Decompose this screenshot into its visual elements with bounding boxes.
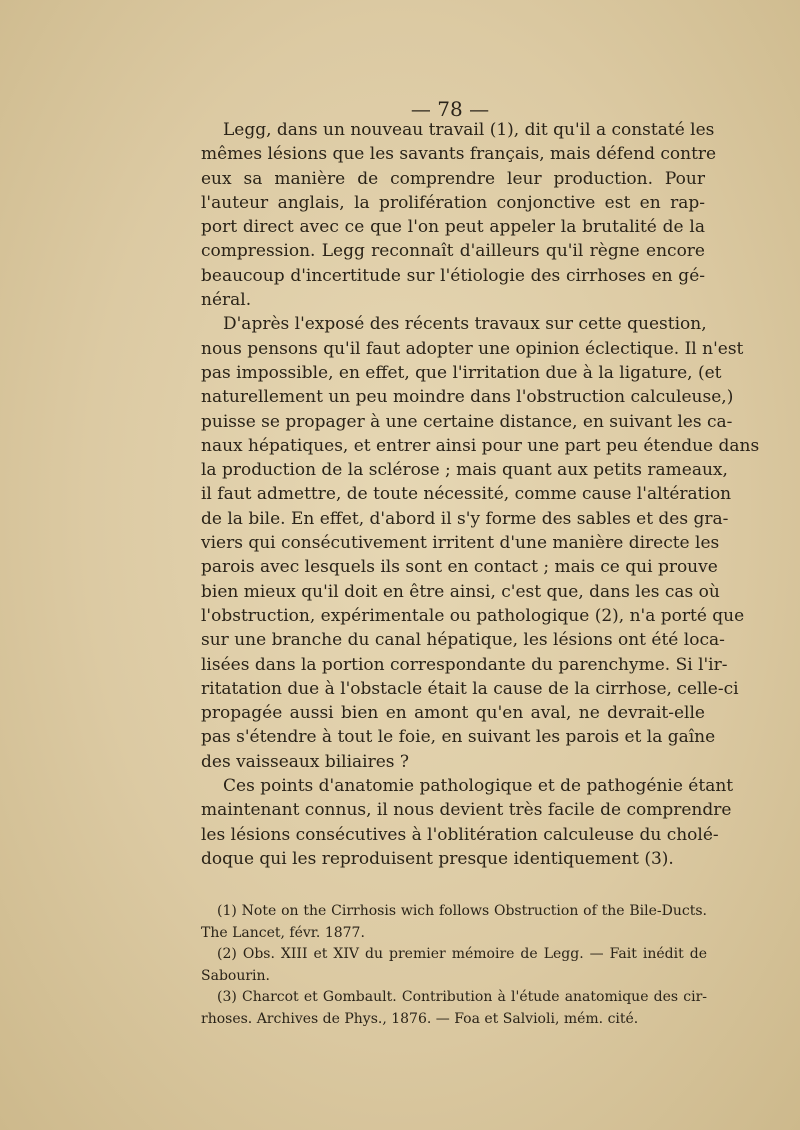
text-line: l'auteur anglais, la prolifération conjonctive est en rap-: [201, 192, 705, 213]
text-line: bien mieux qu'il doit en être ainsi, c'est que, dans les cas où: [201, 581, 720, 602]
text-line: sur une branche du canal hépatique, les lésions ont été loca-: [201, 630, 725, 651]
text-line: des vaisseaux biliaires ?: [201, 751, 410, 772]
footnote-line: rhoses. Archives de Phys., 1876. — Foa et Salvioli, mém. cité.: [201, 1010, 639, 1027]
paragraph-1: [201, 118, 717, 312]
footnote-line: (1) Note on the Cirrhosis wich follows Obstruction of the Bile-Ducts.: [217, 903, 707, 919]
text-line: propagée aussi bien en amont qu'en aval, ne devrait-elle: [201, 703, 705, 724]
paragraph-3: [201, 774, 734, 871]
text-line: pas s'étendre à tout le foie, en suivant les parois et la gaîne: [201, 727, 716, 748]
text-line: néral.: [201, 290, 252, 311]
text-line: les lésions consécutives à l'oblitération calculeuse du cholé-: [201, 824, 719, 845]
footnote-line: (2) Obs. XIII et XIV du premier mémoire de Legg. — Fait inédit de: [217, 946, 707, 962]
text-line: Ces points d'anatomie pathologique et de pathogénie étant: [223, 776, 734, 797]
text-line: eux sa manière de comprendre leur production. Pour: [201, 168, 705, 189]
text-line: naturellement un peu moindre dans l'obstruction calculeuse,): [201, 387, 734, 408]
text-line: lisées dans la portion correspondante du parenchyme. Si l'ir-: [201, 654, 728, 675]
text-line: pas impossible, en effet, que l'irritation due à la ligature, (et: [201, 362, 722, 383]
text-line: de la bile. En effet, d'abord il s'y forme des sables et des gra-: [201, 508, 729, 529]
text-line: viers qui consécutivement irritent d'une manière directe les: [201, 533, 720, 554]
footnote-3: [201, 987, 707, 1030]
text-line: maintenant connus, il nous devient très facile de comprendre: [201, 800, 732, 821]
paragraph-2: [201, 312, 760, 774]
footnotes: [201, 901, 707, 1030]
text-line: beaucoup d'incertitude sur l'étiologie des cirrhoses en gé-: [201, 265, 705, 286]
text-line: port direct avec ce que l'on peut appeler la brutalité de la: [201, 217, 705, 238]
text-line: naux hépatiques, et entrer ainsi pour une part peu étendue dans: [201, 435, 760, 456]
footnote-2: [201, 944, 707, 987]
footnote-1: [201, 901, 707, 944]
text-line: puisse se propager à une certaine distance, en suivant les ca-: [201, 411, 733, 432]
text-line: mêmes lésions que les savants français, mais défend contre: [201, 144, 717, 165]
page-number: — 78 —: [410, 97, 490, 121]
text-line: compression. Legg reconnaît d'ailleurs qu'il règne encore: [201, 241, 705, 262]
text-line: doque qui les reproduisent presque identiquement (3).: [201, 848, 674, 869]
text-line: D'après l'exposé des récents travaux sur cette question,: [223, 314, 707, 335]
text-line: il faut admettre, de toute nécessité, comme cause l'altération: [201, 484, 732, 505]
text-line: Legg, dans un nouveau travail (1), dit qu'il a constaté les: [223, 120, 715, 140]
footnote-line: The Lancet, févr. 1877.: [201, 924, 365, 941]
body-text: [201, 118, 760, 871]
footnote-line: Sabourin.: [201, 967, 270, 984]
text-line: ritatation due à l'obstacle était la cause de la cirrhose, celle-ci: [201, 678, 739, 699]
text-line: parois avec lesquels ils sont en contact ; mais ce qui prouve: [201, 557, 718, 578]
text-line: nous pensons qu'il faut adopter une opinion éclectique. Il n'est: [201, 338, 744, 359]
text-line: l'obstruction, expérimentale ou pathologique (2), n'a porté que: [201, 605, 745, 626]
footnote-line: (3) Charcot et Gombault. Contribution à l'étude anatomique des cir-: [217, 989, 707, 1005]
text-line: la production de la sclérose ; mais quant aux petits rameaux,: [201, 460, 728, 481]
